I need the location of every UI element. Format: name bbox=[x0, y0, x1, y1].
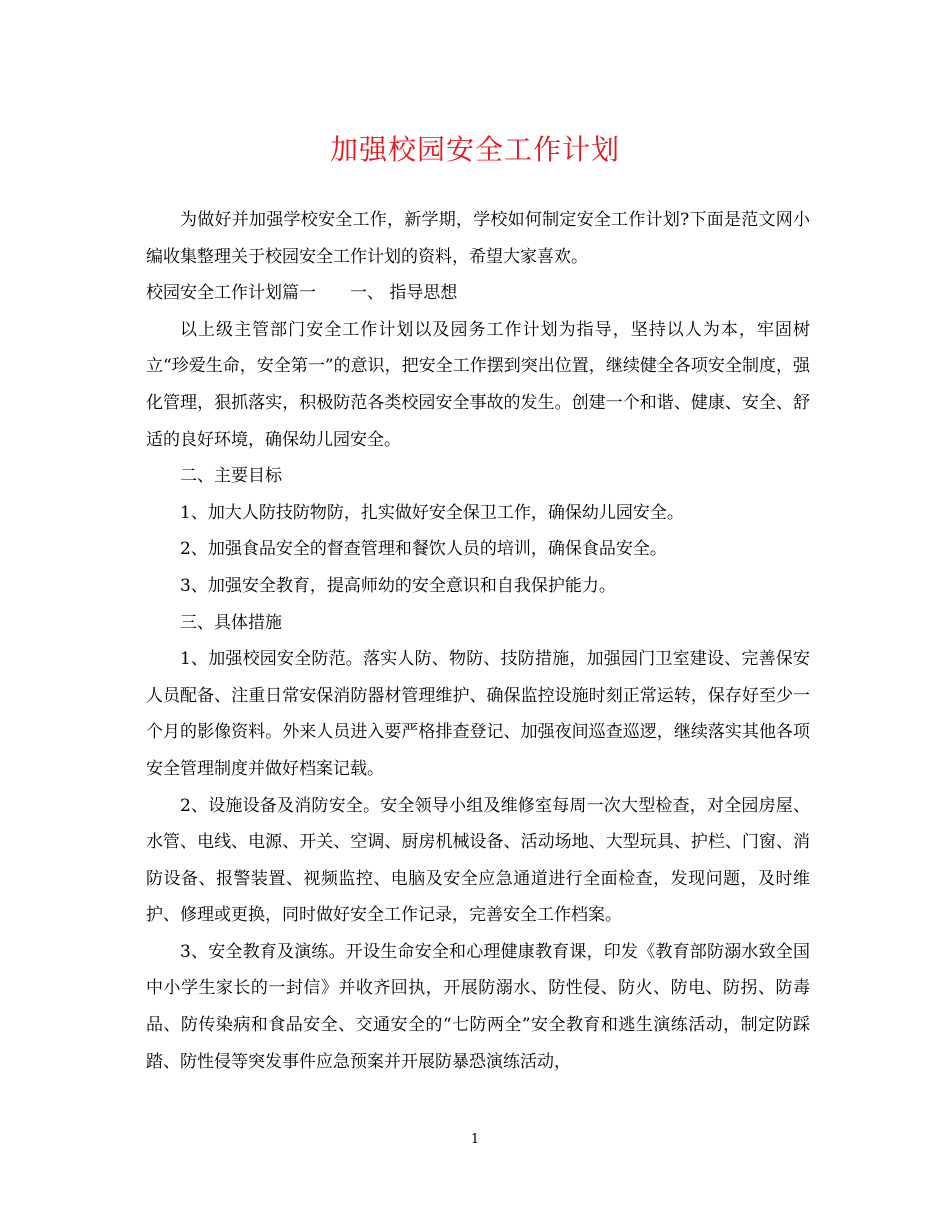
measure-item-2: 2、设施设备及消防安全。安全领导小组及维修室每周一次大型检查，对全园房屋、水管、电线、电源、开关、空调、厨房机械设备、活动场地、大型玩具、护栏、门窗、消防设备、报警装置、视频监控、电脑及安全应急通道进行全面检查，发现问题，及时维护、修理或更换，同时做好安全工作记录，完善安全工作档案。 bbox=[146, 795, 810, 926]
goal-item-1: 1、加大人防技防物防，扎实做好安全保卫工作，确保幼儿园安全。 bbox=[180, 502, 684, 523]
page-number: 1 bbox=[470, 1132, 480, 1147]
intro-paragraph: 为做好并加强学校安全工作，新学期，学校如何制定安全工作计划?下面是范文网小编收集整理关于校园安全工作计划的资料，希望大家喜欢。 bbox=[146, 210, 810, 267]
document-title: 加强校园安全工作计划 bbox=[329, 133, 620, 166]
section-heading-guiding-thought: 校园安全工作计划篇一 一、 指导思想 bbox=[146, 283, 458, 304]
goal-item-3: 3、加强安全教育，提高师幼的安全意识和自我保护能力。 bbox=[180, 575, 616, 596]
goal-item-2: 2、加强食品安全的督查管理和餐饮人员的培训，确保食品安全。 bbox=[180, 539, 667, 560]
measure-item-1: 1、加强校园安全防范。落实人防、物防、技防措施，加强园门卫室建设、完善保安人员配备、注重日常安保消防器材管理维护、确保监控设施时刻正常运转，保存好至少一个月的影像资料。外来人员进入要严格排查登记、加强夜间巡查巡逻，继续落实其他各项安全管理制度并做好档案记载。 bbox=[146, 649, 810, 779]
document-body bbox=[146, 202, 810, 1080]
section-heading-measures: 三、具体措施 bbox=[180, 612, 282, 633]
section-heading-main-goals: 二、主要目标 bbox=[180, 466, 282, 487]
guiding-thought-paragraph: 以上级主管部门安全工作计划以及园务工作计划为指导，坚持以人为本，牢固树立“珍爱生命，安全第一”的意识，把安全工作摆到突出位置，继续健全各项安全制度，强化管理，狠抓落实，积极防范各类校园安全事故的发生。创建一个和谐、健康、安全、舒适的良好环境，确保幼儿园安全。 bbox=[146, 319, 810, 450]
measure-item-3: 3、安全教育及演练。开设生命安全和心理健康教育课，印发《教育部防溺水致全国中小学生家长的一封信》并收齐回执，开展防溺水、防性侵、防火、防电、防拐、防毒品、防传染病和食品安全、交通安全的“七防两全”安全教育和逃生演练活动，制定防踩踏、防性侵等突发事件应急预案并开展防暴恐演练活动， bbox=[146, 941, 810, 1072]
